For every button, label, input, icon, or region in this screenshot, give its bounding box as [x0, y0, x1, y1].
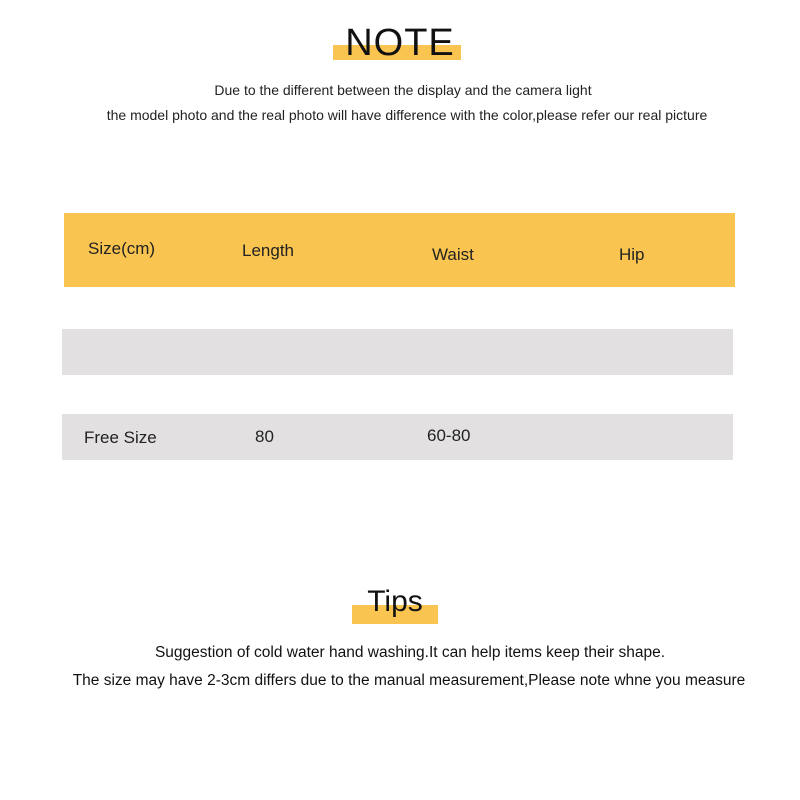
note-title: NOTE [345, 22, 455, 64]
header-size: Size(cm) [88, 239, 156, 258]
header-length: Length [242, 241, 294, 260]
size-table-header [64, 213, 735, 287]
tips-title: Tips [367, 585, 423, 618]
tips-text-line-2: The size may have 2-3cm differs due to the manual measurement,Please note whne you measure [72, 672, 746, 689]
cell-size: Free Size [84, 428, 157, 447]
note-text-line-1: Due to the different between the display and the camera light [214, 82, 592, 98]
cell-length: 80 [255, 427, 274, 446]
table-row [62, 329, 733, 375]
tips-text-line-1: Suggestion of cold water hand washing.It can help items keep their shape. [154, 644, 666, 661]
cell-waist: 60-80 [427, 426, 471, 445]
note-heading [0, 22, 800, 64]
header-hip: Hip [619, 245, 645, 264]
table-row [62, 414, 733, 460]
header-waist: Waist [432, 245, 474, 264]
note-text-line-2: the model photo and the real photo will have difference with the color,please refer our real picture [106, 107, 708, 123]
